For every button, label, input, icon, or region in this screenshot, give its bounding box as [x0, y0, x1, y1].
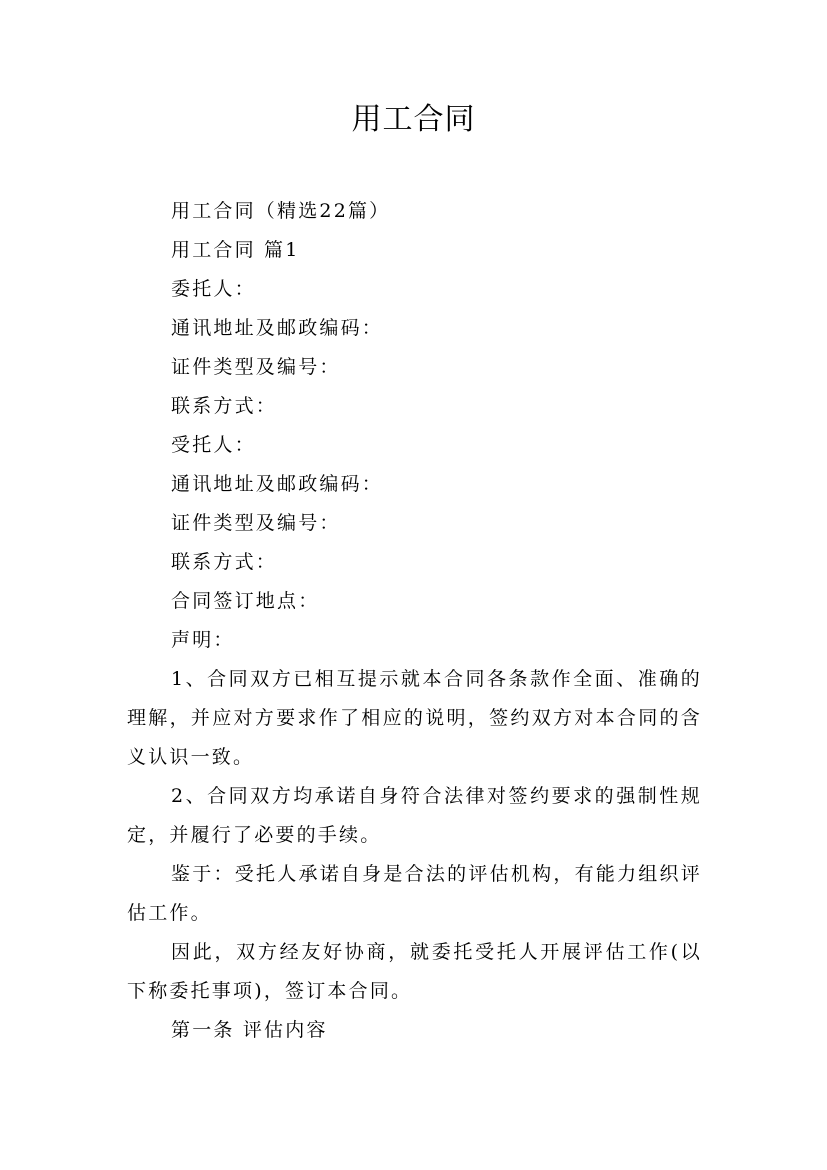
- paragraph-article-1: 第一条 评估内容: [171, 1019, 328, 1041]
- paragraph-subtitle: 用工合同（精选22篇）: [171, 200, 391, 222]
- paragraph-declaration-1: 1、合同双方已相互提示就本合同各条款作全面、准确的理解，并应对方要求作了相应的说明，签约双方对本合同的含义认识一致。: [127, 668, 702, 768]
- paragraph-signing-place: 合同签订地点：: [171, 590, 320, 612]
- paragraph-section-heading: 用工合同 篇1: [171, 239, 300, 261]
- paragraph-therefore: 因此，双方经友好协商，就委托受托人开展评估工作(以下称委托事项)，签订本合同。: [127, 941, 702, 1002]
- paragraph-agent-contact: 联系方式：: [171, 551, 278, 573]
- paragraph-declaration: 声明：: [171, 629, 235, 651]
- paragraph-principal-contact: 联系方式：: [171, 395, 278, 417]
- paragraph-declaration-2: 2、合同双方均承诺自身符合法律对签约要求的强制性规定，并履行了必要的手续。: [127, 785, 702, 846]
- paragraph-agent-id: 证件类型及编号：: [171, 512, 341, 534]
- paragraph-principal-address: 通讯地址及邮政编码：: [171, 317, 384, 339]
- paragraph-principal-id: 证件类型及编号：: [171, 356, 341, 378]
- paragraph-agent: 受托人：: [171, 434, 256, 456]
- document-body: [127, 192, 702, 1050]
- paragraph-agent-address: 通讯地址及邮政编码：: [171, 473, 384, 495]
- paragraph-whereas: 鉴于：受托人承诺自身是合法的评估机构，有能力组织评估工作。: [127, 863, 702, 924]
- paragraph-principal: 委托人：: [171, 278, 256, 300]
- document-title: 用工合同: [351, 102, 476, 137]
